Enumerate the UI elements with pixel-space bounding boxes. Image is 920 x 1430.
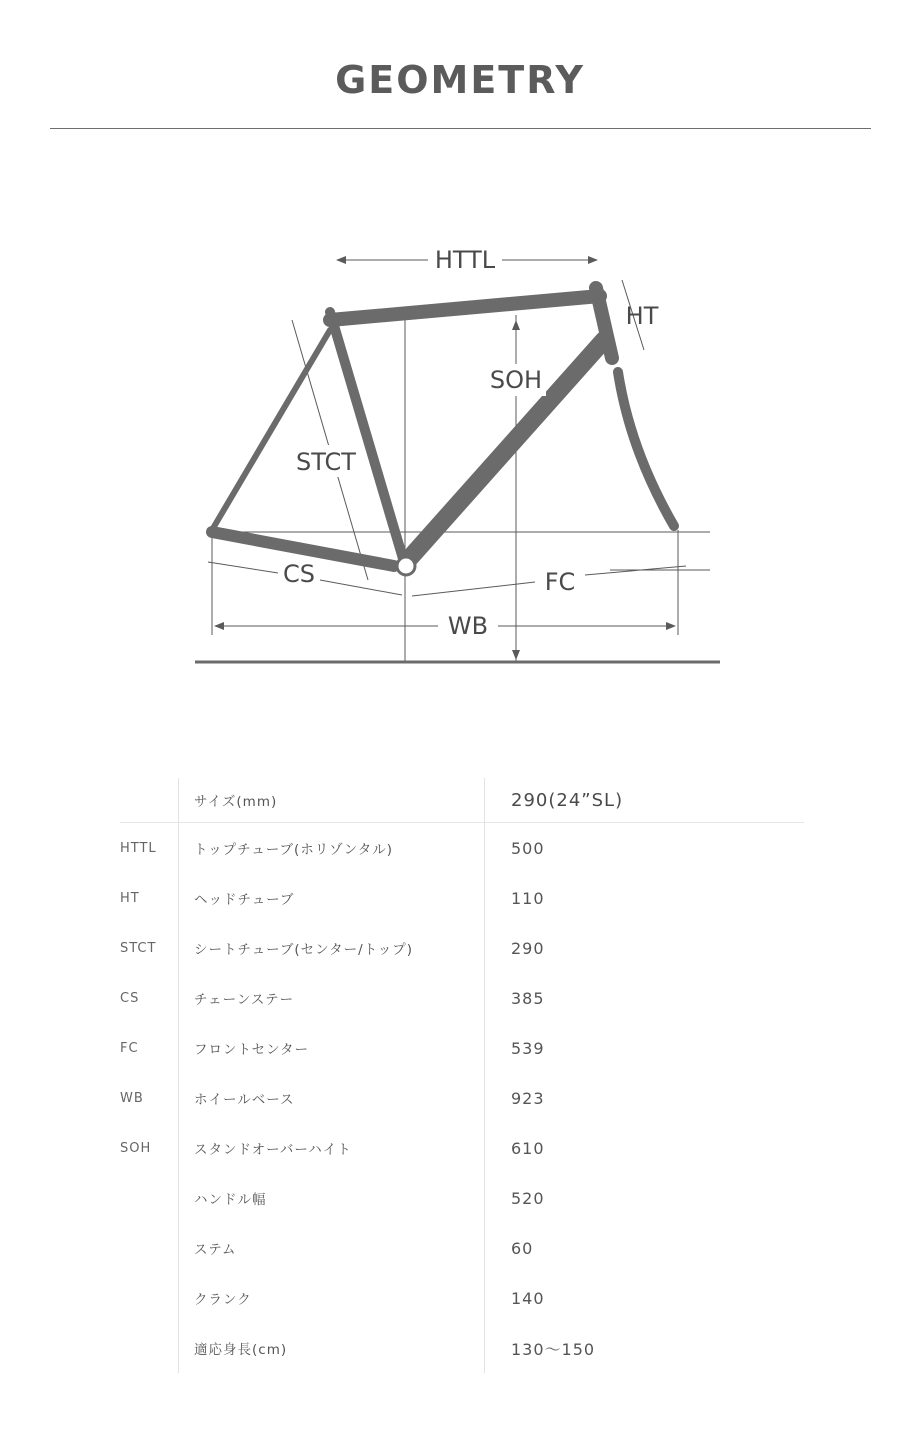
row-abbreviation: [120, 1223, 179, 1273]
header-size-value: 290(24”SL): [485, 778, 805, 823]
row-label: ステム: [179, 1223, 485, 1273]
row-label: クランク: [179, 1273, 485, 1323]
page-title: GEOMETRY: [335, 58, 585, 102]
row-value: 110: [485, 873, 805, 923]
header-size-label: サイズ(mm): [179, 778, 485, 823]
row-abbreviation: [120, 1323, 179, 1373]
row-value: 520: [485, 1173, 805, 1223]
row-value: 290: [485, 923, 805, 973]
row-abbreviation: [120, 1173, 179, 1223]
label-soh: SOH: [489, 366, 543, 394]
table-row: [120, 873, 804, 923]
label-httl: HTTL: [434, 246, 496, 274]
row-value: 923: [485, 1073, 805, 1123]
table-row: [120, 1273, 804, 1323]
row-value: 140: [485, 1273, 805, 1323]
row-value: 500: [485, 823, 805, 874]
seat-stay: [212, 330, 330, 530]
row-label: チェーンステー: [179, 973, 485, 1023]
row-label: ホイールベース: [179, 1073, 485, 1123]
row-label: シートチューブ(センター/トップ): [179, 923, 485, 973]
table-row: [120, 973, 804, 1023]
row-label: スタンドオーバーハイト: [179, 1123, 485, 1173]
row-value: 610: [485, 1123, 805, 1173]
row-label: フロントセンター: [179, 1023, 485, 1073]
table-row: [120, 1073, 804, 1123]
row-label: トップチューブ(ホリゾンタル): [179, 823, 485, 874]
table-row: [120, 1123, 804, 1173]
geometry-spec-table: [120, 778, 804, 1373]
row-abbreviation: WB: [120, 1090, 144, 1106]
table-row: [120, 923, 804, 973]
table-row: [120, 1223, 804, 1273]
label-ht: HT: [625, 302, 659, 330]
row-label: 適応身長(cm): [179, 1323, 485, 1373]
row-abbreviation: HT: [120, 890, 140, 906]
header-abbr: [120, 778, 179, 823]
seat-tube: [330, 312, 404, 562]
row-abbreviation: SOH: [120, 1140, 152, 1156]
title-divider: [50, 128, 871, 129]
fork: [618, 372, 674, 526]
label-cs: CS: [283, 560, 315, 588]
top-tube: [330, 296, 600, 320]
row-abbreviation: HTTL: [120, 840, 157, 856]
table-row: [120, 1323, 804, 1373]
row-abbreviation: FC: [120, 1040, 139, 1056]
table-row: [120, 1173, 804, 1223]
row-abbreviation: CS: [120, 990, 140, 1006]
row-label: ヘッドチューブ: [179, 873, 485, 923]
row-abbreviation: STCT: [120, 940, 157, 956]
table-row: [120, 1023, 804, 1073]
fc-dimension-line: [412, 582, 535, 596]
frame-geometry-diagram: [180, 230, 740, 690]
row-value: 130〜150: [485, 1323, 805, 1373]
row-value: 385: [485, 973, 805, 1023]
row-value: 60: [485, 1223, 805, 1273]
row-value: 539: [485, 1023, 805, 1073]
row-abbreviation: [120, 1273, 179, 1323]
label-wb: WB: [447, 612, 489, 640]
table-header-row: [120, 778, 804, 823]
bottom-bracket: [397, 557, 415, 575]
row-label: ハンドル幅: [179, 1173, 485, 1223]
table-row: [120, 823, 804, 874]
cs-dimension-line: [208, 562, 278, 573]
label-fc: FC: [544, 568, 576, 596]
label-stct: STCT: [296, 448, 356, 476]
